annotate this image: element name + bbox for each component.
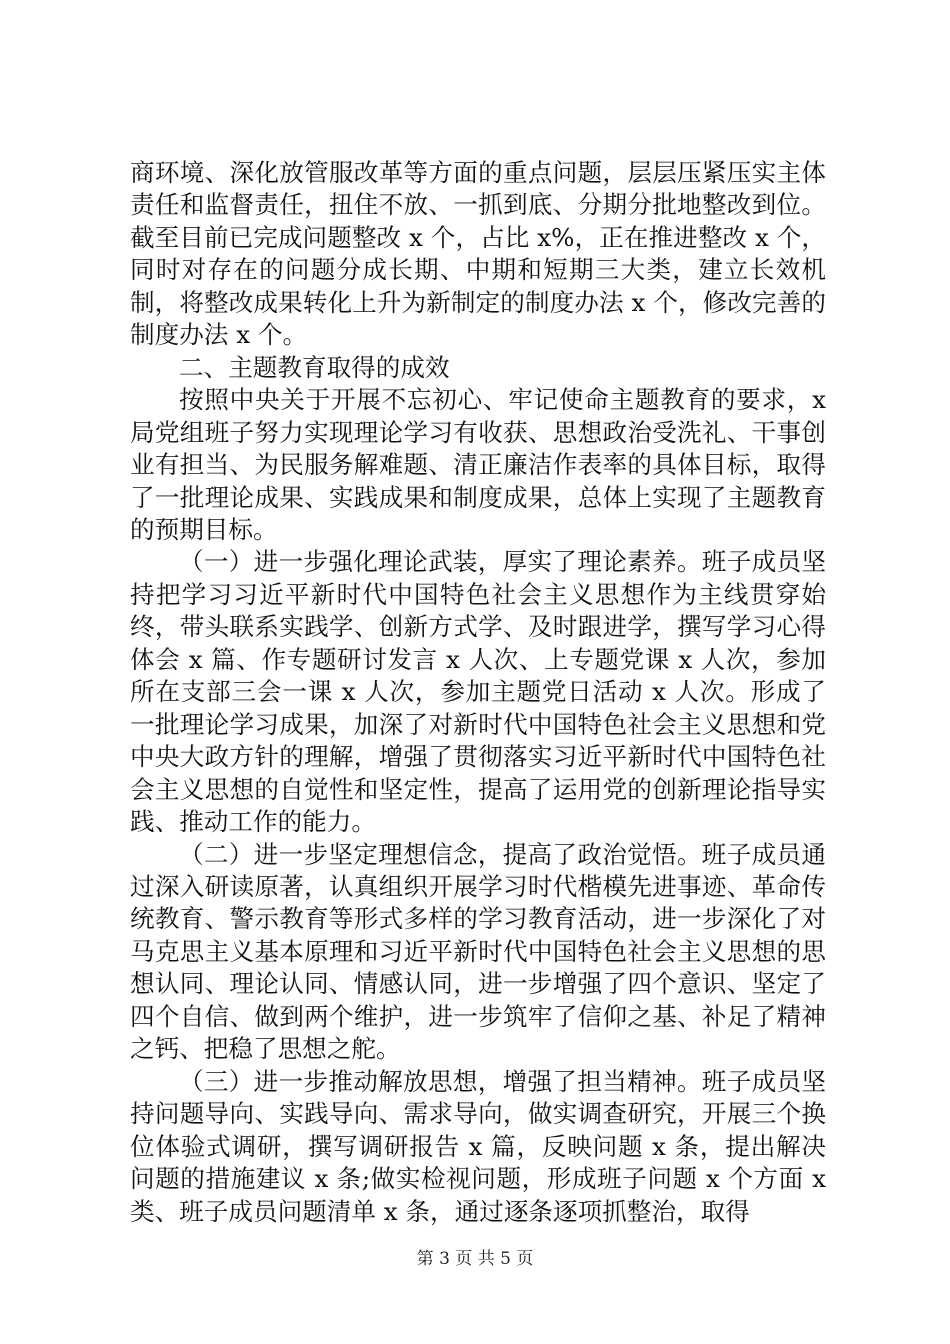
paragraph-item-3: （三）进一步推动解放思想，增强了担当精神。班子成员坚持问题导向、实践导向、需求导向，做实调查研究，开展三个换位体验式调研，撰写调研报告 x 篇，反映问题 x 条，提出解决问题的措施建议 x 条;做实检视问题，形成班子问题 x 个方面 x 类、班子成员问题清单 x 条，通过逐条逐项抓整治，取得: [130, 1066, 826, 1226]
page-footer: 第 3 页 共 5 页: [416, 1249, 534, 1269]
paragraph-continuation: 商环境、深化放管服改革等方面的重点问题，层层压紧压实主体责任和监督责任，扭住不放、一抓到底、分期分批地整改到位。截至目前已完成问题整改 x 个，占比 x%，正在推进整改 x 个，同时对存在的问题分成长期、中期和短期三大类，建立长效机制，将整改成果转化上升为新制定的制度办法 x 个，修改完善的制度办法 x 个。: [130, 158, 826, 350]
paragraph-intro: 按照中央关于开展不忘初心、牢记使命主题教育的要求，x 局党组班子努力实现理论学习有收获、思想政治受洗礼、干事创业有担当、为民服务解难题、清正廉洁作表率的具体目标，取得了一批理论成果、实践成果和制度成果，总体上实现了主题教育的预期目标。: [130, 385, 826, 544]
paragraph-item-1: （一）进一步强化理论武装，厚实了理论素养。班子成员坚持把学习习近平新时代中国特色社会主义思想作为主线贯穿始终，带头联系实践学、创新方式学、及时跟进学，撰写学习心得体会 x 篇、作专题研讨发言 x 人次、上专题党课 x 人次，参加所在支部三会一课 x 人次，参加主题党日活动 x 人次。形成了一批理论学习成果，加深了对新时代中国特色社会主义思想和党中央大政方针的理解，增强了贯彻落实习近平新时代中国特色社会主义思想的自觉性和坚定性，提高了运用党的创新理论指导实践、推动工作的能力。: [130, 547, 826, 837]
section-heading: 二、主题教育取得的成效: [179, 352, 450, 382]
paragraph-item-2: （二）进一步坚定理想信念，提高了政治觉悟。班子成员通过深入研读原著，认真组织开展学习时代楷模先进事迹、革命传统教育、警示教育等形式多样的学习教育活动，进一步深化了对马克思主义基本原理和习近平新时代中国特色社会主义思想的思想认同、理论认同、情感认同，进一步增强了四个意识、坚定了四个自信、做到两个维护，进一步筑牢了信仰之基、补足了精神之钙、把稳了思想之舵。: [130, 839, 826, 1064]
document-body: [130, 157, 826, 1228]
